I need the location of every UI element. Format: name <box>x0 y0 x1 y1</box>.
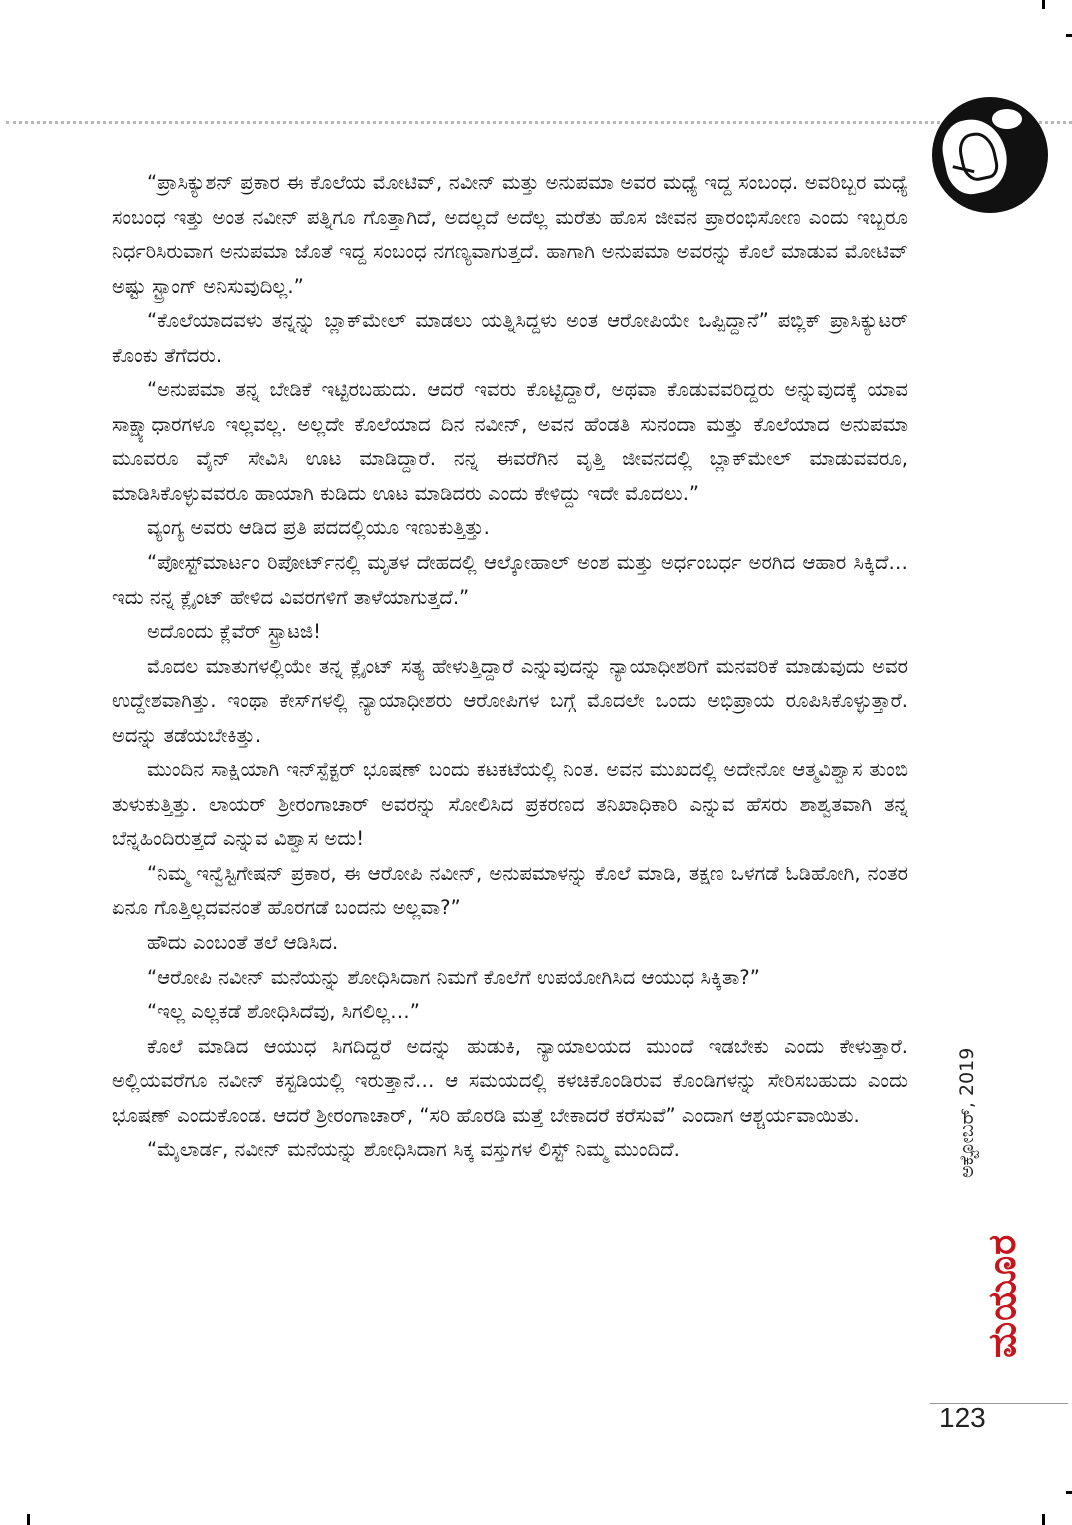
paragraph: “ಆರೋಪಿ ನವೀನ್ ಮನೆಯನ್ನು ಶೋಧಿಸಿದಾಗ ನಿಮಗೆ ಕೊಲೆಗೆ ಉಪಯೋಗಿಸಿದ ಆಯುಧ ಸಿಕ್ಕಿತಾ?” <box>147 965 760 989</box>
paragraph: ಹೌದು ಎಂಬಂತೆ ತಲೆ ಆಡಿಸಿದ. <box>147 931 339 955</box>
story-text <box>112 166 908 1168</box>
crop-mark-right-top <box>1066 34 1072 37</box>
crop-mark-top-right <box>1042 0 1045 9</box>
paragraph: ಕೊಲೆ ಮಾಡಿದ ಆಯುಧ ಸಿಗದಿದ್ದರೆ ಅದನ್ನು ಹುಡುಕಿ, ನ್ಯಾಯಾಲಯದ ಮುಂದೆ ಇಡಬೇಕು ಎಂದು ಕೇಳುತ್ತಾರೆ. ಅಲ್ಲಿಯವರೆಗೂ ನವೀನ್ ಕಸ್ಟಡಿಯಲ್ಲಿ ಇರುತ್ತಾನೆ… ಆ ಸಮಯದಲ್ಲಿ ಕಳಚಿಕೊಂಡಿರುವ ಕೊಂಡಿಗಳನ್ನು ಸೇರಿಸಬಹುದು ಎಂದು ಭೂಷಣ್ ಎಂದುಕೊಂಡ. ಆದರೆ ಶ್ರೀರಂಗಾಚಾರ್, “ಸರಿ ಹೊರಡಿ ಮತ್ತೆ ಬೇಕಾದರೆ ಕರೆಸುವೆ” ಎಂದಾಗ ಆಶ್ಚರ್ಯವಾಯಿತು. <box>112 1034 908 1127</box>
illustration-emblem <box>932 97 1048 213</box>
paragraph: “ನಿಮ್ಮ ಇನ್ವೆಸ್ಟಿಗೇಷನ್ ಪ್ರಕಾರ, ಈ ಆರೋಪಿ ನವೀನ್, ಅನುಪಮಾಳನ್ನು ಕೊಲೆ ಮಾಡಿ, ತಕ್ಷಣ ಒಳಗಡೆ ಓಡಿಹೋಗಿ, ನಂತರ ಏನೂ ಗೊತ್ತಿಲ್ಲದವನಂತೆ ಹೊರಗಡೆ ಬಂದನು ಅಲ್ಲವಾ?” <box>112 861 908 920</box>
crop-mark-bottom-left <box>27 1514 30 1525</box>
crop-mark-right-bottom <box>1066 1491 1072 1494</box>
paragraph: ವ್ಯಂಗ್ಯ ಅವರು ಆಡಿದ ಪ್ರತಿ ಪದದಲ್ಲಿಯೂ ಇಣುಕುತ್ತಿತ್ತು. <box>147 516 490 540</box>
issue-date: ಅಕ್ಟೋಬರ್, 2019 <box>956 1047 978 1178</box>
paragraph: “ಮೈಲಾರ್ಡ, ನವೀನ್ ಮನೆಯನ್ನು ಶೋಧಿಸಿದಾಗ ಸಿಕ್ಕ ವಸ್ತುಗಳ ಲಿಸ್ಟ್ ನಿಮ್ಮ ಮುಂದಿದೆ. <box>147 1138 680 1162</box>
page-number: 123 <box>939 1402 986 1433</box>
illustration-highlight <box>992 109 1022 129</box>
paragraph: ಅದೊಂದು ಕ್ಲೆವೆರ್ ಸ್ಟ್ರಾಟಜಿ! <box>147 620 322 644</box>
paragraph: “ಕೊಲೆಯಾದವಳು ತನ್ನನ್ನು ಬ್ಲಾಕ್‌ಮೇಲ್ ಮಾಡಲು ಯತ್ನಿಸಿದ್ದಳು ಅಂತ ಆರೋಪಿಯೇ ಒಪ್ಪಿದ್ದಾನೆ” ಪಬ್ಲಿಕ್ ಪ್ರಾಸಿಕ್ಯುಟರ್ ಕೊಂಕು ತೆಗೆದರು. <box>112 309 908 367</box>
paragraph: “ಪೋಸ್ಟ್‌ಮಾರ್ಟಂ ರಿಪೋರ್ಟ್‌ನಲ್ಲಿ ಮೃತಳ ದೇಹದಲ್ಲಿ ಆಲ್ಕೋಹಾಲ್ ಅಂಶ ಮತ್ತು ಅರ್ಧಂಬರ್ಧ ಅರಗಿದ ಆಹಾರ ಸಿಕ್ಕಿದೆ… ಇದು ನನ್ನ ಕ್ಲೈಂಟ್ ಹೇಳಿದ ವಿವರಗಳಿಗೆ ತಾಳೆಯಾಗುತ್ತದೆ.” <box>112 551 908 609</box>
paragraph: ಮೊದಲ ಮಾತುಗಳಲ್ಲಿಯೇ ತನ್ನ ಕ್ಲೈಂಟ್ ಸತ್ಯ ಹೇಳುತ್ತಿದ್ದಾರೆ ಎನ್ನುವುದನ್ನು ನ್ಯಾಯಾಧೀಶರಿಗೆ ಮನವರಿಕೆ ಮಾಡುವುದು ಅವರ ಉದ್ದೇಶವಾಗಿತ್ತು. ಇಂಥಾ ಕೇಸ್‌ಗಳಲ್ಲಿ ನ್ಯಾಯಾಧೀಶರು ಆರೋಪಿಗಳ ಬಗ್ಗೆ ಮೊದಲೇ ಒಂದು ಅಭಿಪ್ರಾಯ ರೂಪಿಸಿಕೊಳ್ಳುತ್ತಾರೆ. ಅದನ್ನು ತಡೆಯಬೇಕಿತ್ತು. <box>112 654 908 747</box>
paragraph: “ಅನುಪಮಾ ತನ್ನ ಬೇಡಿಕೆ ಇಟ್ಟಿರಬಹುದು. ಆದರೆ ಇವರು ಕೊಟ್ಟಿದ್ದಾರೆ, ಅಥವಾ ಕೊಡುವವರಿದ್ದರು ಅನ್ನುವುದಕ್ಕೆ ಯಾವ ಸಾಕ್ಷ್ಯಾಧಾರಗಳೂ ಇಲ್ಲವಲ್ಲ. ಅಲ್ಲದೇ ಕೊಲೆಯಾದ ದಿನ ನವೀನ್, ಅವನ ಹೆಂಡತಿ ಸುನಂದಾ ಮತ್ತು ಕೊಲೆಯಾದ ಅನುಪಮಾ ಮೂವರೂ ವೈನ್ ಸೇವಿಸಿ ಊಟ ಮಾಡಿದ್ದಾರೆ. ನನ್ನ ಈವರೆಗಿನ ವೃತ್ತಿ ಜೀವನದಲ್ಲಿ ಬ್ಲಾಕ್‌ಮೇಲ್ ಮಾಡುವವರೂ, ಮಾಡಿಸಿಕೊಳ್ಳುವವರೂ ಹಾಯಾಗಿ ಕುಡಿದು ಊಟ ಮಾಡಿದರು ಎಂದು ಕೇಳಿದ್ದು ಇದೇ ಮೊದಲು.” <box>112 378 908 505</box>
paragraph: “ಪ್ರಾಸಿಕ್ಯುಶನ್ ಪ್ರಕಾರ ಈ ಕೊಲೆಯ ಮೋಟಿವ್, ನವೀನ್ ಮತ್ತು ಅನುಪಮಾ ಅವರ ಮಧ್ಯೆ ಇದ್ದ ಸಂಬಂಧ. ಅವರಿಬ್ಬರ ಮಧ್ಯೆ ಸಂಬಂಧ ಇತ್ತು ಅಂತ ನವೀನ್ ಪತ್ನಿಗೂ ಗೊತ್ತಾಗಿದೆ, ಅದಲ್ಲದೆ ಅದೆಲ್ಲ ಮರೆತು ಹೊಸ ಜೀವನ ಪ್ರಾರಂಭಿಸೋಣ ಎಂದು ಇಬ್ಬರೂ ನಿರ್ಧರಿಸಿರುವಾಗ ಅನುಪಮಾ ಜೊತೆ ಇದ್ದ ಸಂಬಂಧ ನಗಣ್ಯವಾಗುತ್ತದೆ. ಹಾಗಾಗಿ ಅನುಪಮಾ ಅವರನ್ನು ಕೊಲೆ ಮಾಡುವ ಮೋಟಿವ್ ಅಷ್ಟು ಸ್ಟ್ರಾಂಗ್ ಅನಿಸುವುದಿಲ್ಲ.” <box>112 171 909 298</box>
crop-mark-bottom-right <box>1042 1514 1045 1525</box>
header-dotted-rule <box>6 121 1072 124</box>
paragraph: ಮುಂದಿನ ಸಾಕ್ಷಿಯಾಗಿ ಇನ್‌ಸ್ಪೆಕ್ಟರ್ ಭೂಷಣ್ ಬಂದು ಕಟಕಟೆಯಲ್ಲಿ ನಿಂತ. ಅವನ ಮುಖದಲ್ಲಿ ಅದೇನೋ ಆತ್ಮವಿಶ್ವಾಸ ತುಂಬಿ ತುಳುಕುತ್ತಿತ್ತು. ಲಾಯರ್ ಶ್ರೀರಂಗಾಚಾರ್ ಅವರನ್ನು ಸೋಲಿಸಿದ ಪ್ರಕರಣದ ತನಿಖಾಧಿಕಾರಿ ಎನ್ನುವ ಹೆಸರು ಶಾಶ್ವತವಾಗಿ ತನ್ನ ಬೆನ್ನಹಿಂದಿರುತ್ತದೆ ಎನ್ನುವ ವಿಶ್ವಾಸ ಅದು! <box>112 758 908 851</box>
paragraph: “ಇಲ್ಲ ಎಲ್ಲಕಡೆ ಶೋಧಿಸಿದೆವು, ಸಿಗಲಿಲ್ಲ…” <box>147 1000 420 1024</box>
magazine-logo: ಮಯೂರ <box>980 1233 1024 1358</box>
